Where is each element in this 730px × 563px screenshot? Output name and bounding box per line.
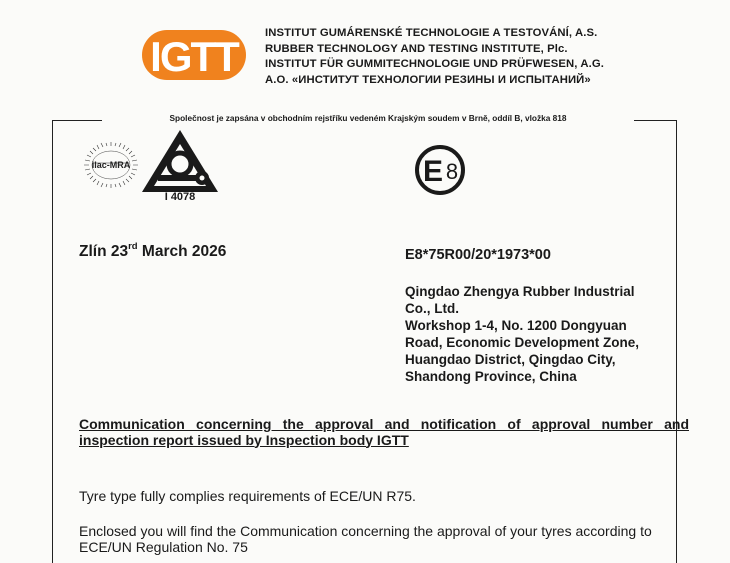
letter-date: Zlín 23rd March 2026	[79, 241, 227, 261]
emark-letter: E	[422, 155, 444, 188]
recipient-address	[405, 283, 639, 385]
header-line-cz: INSTITUT GUMÁRENSKÉ TECHNOLOGIE A TESTOVÁNÍ, A.S.	[265, 27, 598, 39]
accreditation-code: I 4078	[164, 191, 196, 203]
ilac-mra-icon	[82, 142, 140, 188]
approval-number: E8*75R00/20*1973*00	[405, 247, 551, 263]
header-line-de: INSTITUT FÜR GUMMITECHNOLOGIE UND PRÜFWESEN, A.G.	[265, 58, 604, 70]
body-paragraph: Enclosed you will find the Communication concerning the approval of your tyres according to ECE/UN Regulation No. 75	[79, 523, 652, 555]
header-line-ru: A.O. «ИНСТИТУТ ТЕХНОЛОГИИ РЕЗИНЫ И ИСПЫТАНИЙ»	[265, 73, 591, 86]
frame-line	[52, 120, 55, 563]
address-line: Workshop 1-4, No. 1200 Dongyuan	[405, 318, 627, 333]
frame-line	[634, 120, 676, 123]
e8-approval-mark-icon	[403, 144, 477, 196]
address-line: Huangdao District, Qingdao City,	[405, 352, 616, 367]
registration-note: Společnost je zapsána v obchodním rejstříku vedeném Krajským soudem v Brně, oddíl B, vložka 818	[169, 113, 567, 123]
ilac-text: ilac-MRA	[91, 160, 131, 170]
institute-header	[265, 26, 604, 88]
address-line: Shandong Province, China	[405, 369, 577, 384]
igtt-logo	[141, 26, 247, 84]
letter-subject: Communication concerning the approval and notification of approval number and inspection report issued by Inspection body IGTT	[79, 416, 689, 448]
header-line-en: RUBBER TECHNOLOGY AND TESTING INSTITUTE, Plc.	[265, 42, 568, 55]
body-paragraph: Tyre type fully complies requirements of ECE/UN R75.	[79, 488, 416, 504]
emark-number: 8	[445, 159, 459, 184]
address-line: Road, Economic Development Zone,	[405, 335, 640, 350]
frame-line	[52, 120, 102, 123]
address-line: Qingdao Zhengya Rubber Industrial	[405, 284, 635, 299]
logo-text: IGTT	[150, 33, 238, 80]
frame-line	[676, 120, 679, 563]
address-line: Co., Ltd.	[405, 301, 459, 316]
accreditation-triangle-icon	[140, 128, 220, 194]
